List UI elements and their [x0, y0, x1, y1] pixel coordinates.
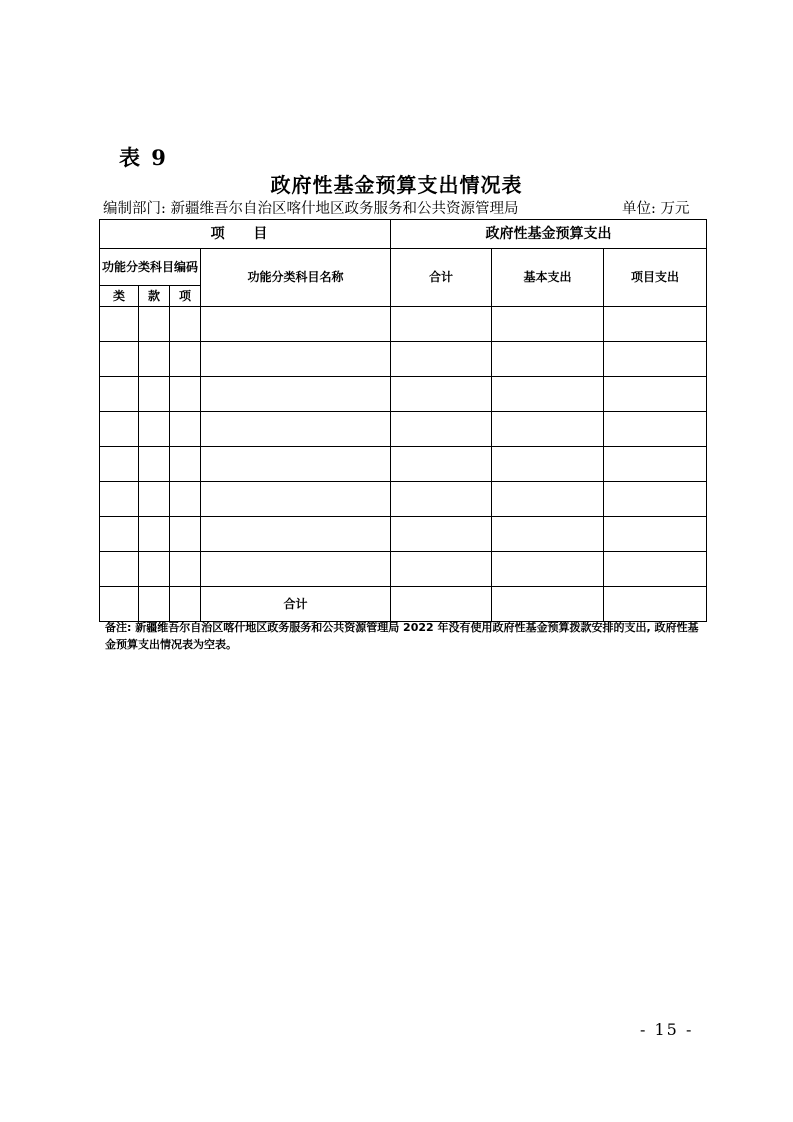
- table-row: [100, 307, 707, 342]
- unit-label: 单位: 万元: [622, 201, 690, 217]
- code-header: 功能分类科目编码: [100, 249, 201, 286]
- table-row: [100, 552, 707, 587]
- table-row: [100, 482, 707, 517]
- basic-expenditure-header: 基本支出: [492, 249, 604, 307]
- expenditure-table: [99, 219, 707, 622]
- total-header: 合计: [391, 249, 492, 307]
- table-number-label: 表 9: [119, 145, 168, 170]
- sub-header-kuan: 款: [139, 286, 170, 307]
- project-expenditure-header: 项目支出: [604, 249, 707, 307]
- total-row: [100, 587, 707, 622]
- sub-header-xiang: 项: [170, 286, 201, 307]
- table-row: [100, 412, 707, 447]
- compiling-department: 编制部门: 新疆维吾尔自治区喀什地区政务服务和公共资源管理局: [103, 201, 519, 217]
- header-item: 项 目: [100, 220, 391, 249]
- table-row: [100, 447, 707, 482]
- name-header: 功能分类科目名称: [201, 249, 391, 307]
- header-expenditure: 政府性基金预算支出: [391, 220, 707, 249]
- header-row-2: [100, 249, 707, 286]
- header-row-1: [100, 220, 707, 249]
- page-number: - 15 -: [640, 1020, 694, 1039]
- total-row-label: 合计: [201, 587, 391, 622]
- table-row: [100, 517, 707, 552]
- footnote: 备注: 新疆维吾尔自治区喀什地区政务服务和公共资源管理局 2022 年没有使用政府性基金预算拨款安排的支出, 政府性基金预算支出情况表为空表。: [105, 621, 699, 651]
- table-row: [100, 377, 707, 412]
- table-row: [100, 342, 707, 377]
- document-title: 政府性基金预算支出情况表: [270, 173, 523, 197]
- sub-header-lei: 类: [100, 286, 139, 307]
